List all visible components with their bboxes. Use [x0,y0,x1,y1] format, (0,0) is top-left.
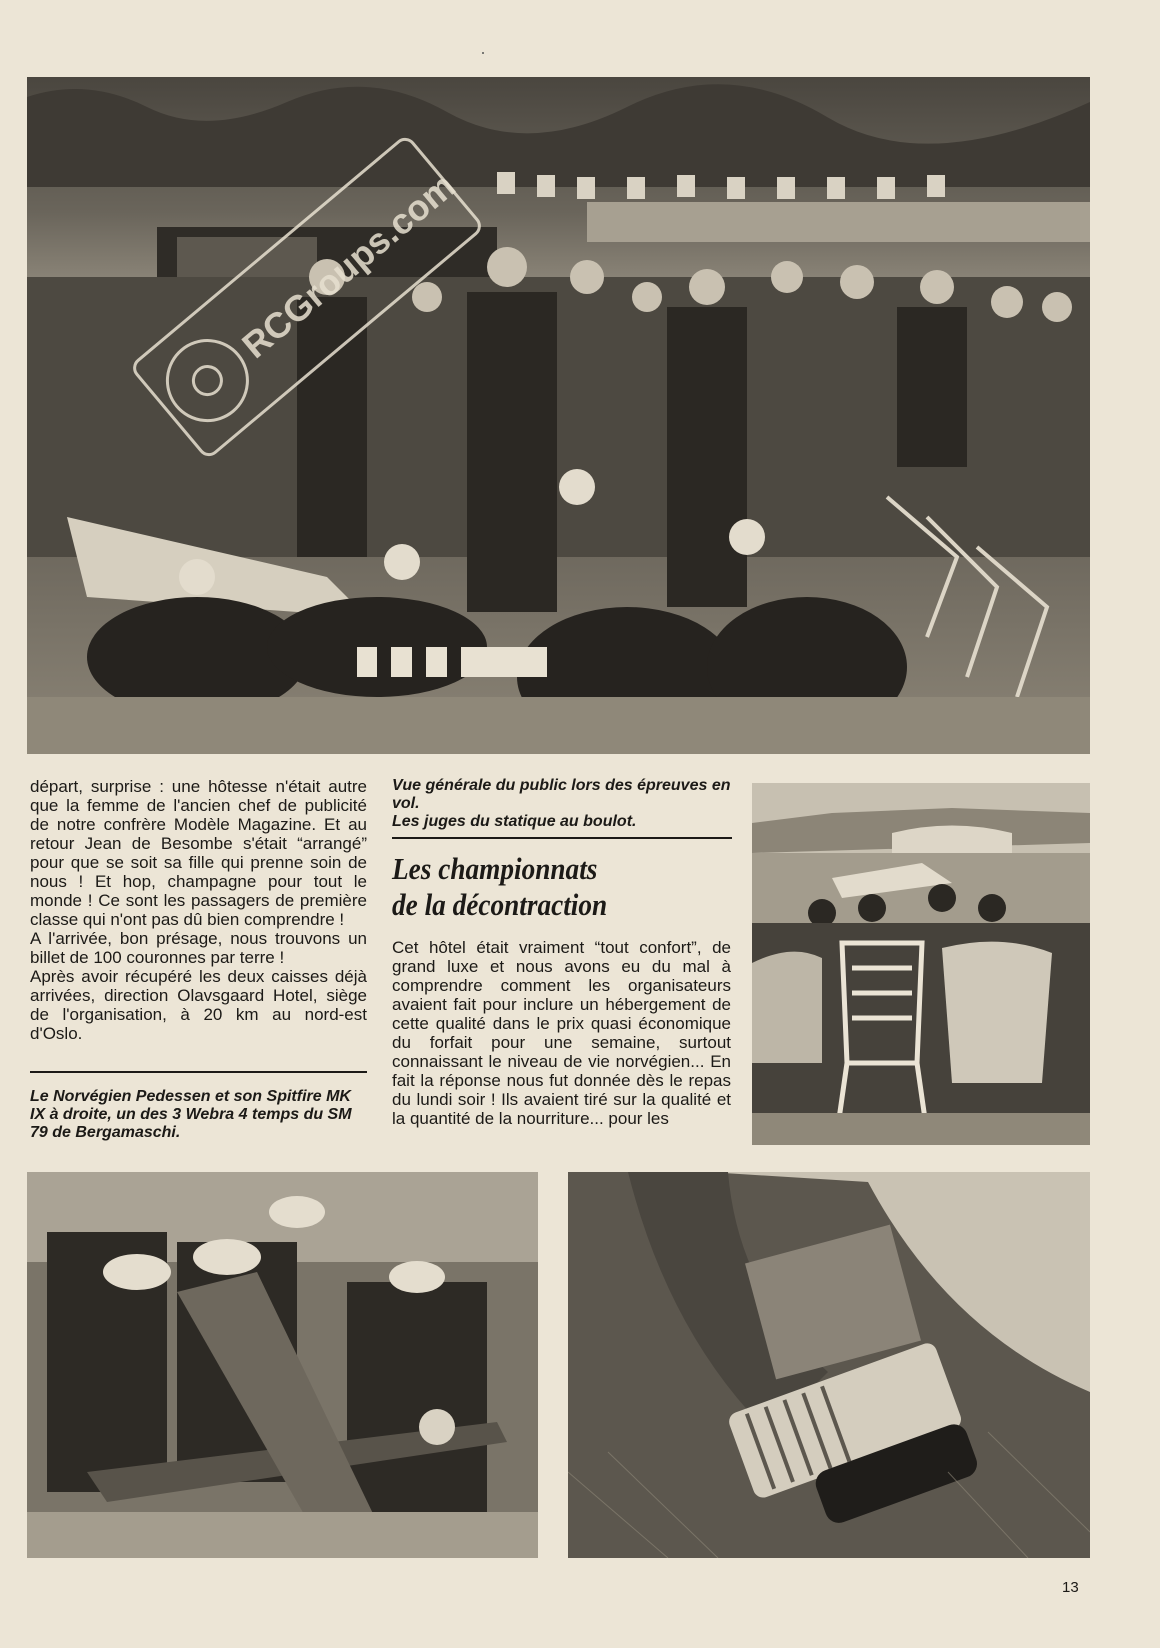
left-paragraph-3: Après avoir récupéré les deux caisses déjà arrivées, direction Olavsgaard Hotel, siège de l'organisation, à 20 km au nord-est d'Oslo. [30,967,367,1043]
section-title [392,851,691,923]
page-number: 13 [1062,1579,1079,1596]
section-title-line-1: Les championnats [392,851,598,886]
photo-crowd-flight-events [27,77,1090,754]
left-paragraph-2: A l'arrivée, bon présage, nous trouvons un billet de 100 couronnes par terre ! [30,929,367,967]
middle-caption-rule [392,837,732,839]
watermark-text: RCGroups.com [234,164,463,367]
watermark-stamp [97,87,517,507]
photo-spitfire [27,1172,538,1558]
caption-crowd: Vue générale du public lors des épreuves en vol. [392,777,731,812]
photo-webra-engine [568,1172,1090,1558]
photo-static-judges [752,783,1090,1145]
middle-column-body: Cet hôtel était vraiment “tout confort”, de grand luxe et nous avons eu du mal à comprendre comment les organisateurs avaient fait pour inclure un hébergement de cette qualité dans le prix quasi économique du forfait pour une semaine, surtout connaissant le niveau de vie norvégien... En fait la réponse nous fut donnée dès le repas du lundi soir ! Ils avaient tiré sur la qualité et la quantité de la nourriture... pour les [392,938,731,1128]
photo-captions [392,777,732,831]
caption-judges: Les juges du statique au boulot. [392,813,637,830]
left-caption-rule [30,1071,367,1073]
spitfire-caption: Le Norvégien Pedessen et son Spitfire MK IX à droite, un des 3 Webra 4 temps du SM 79 de Bergamaschi. [30,1088,352,1141]
left-column-text [30,777,367,1043]
section-title-line-2: de la décontraction [392,887,608,922]
print-speck [482,52,484,54]
left-paragraph-1: départ, surprise : une hôtesse n'était autre que la femme de l'ancien chef de publicité de notre confrère Modèle Magazine. Et au retour Jean de Besombe s'était “arrangé” pour que se soit sa fille qui prenne soin de nous ! Et hop, champagne pour tout le monde ! Ce sont les passagers de première classe qui n'ont pas dû bien comprendre ! [30,777,367,929]
